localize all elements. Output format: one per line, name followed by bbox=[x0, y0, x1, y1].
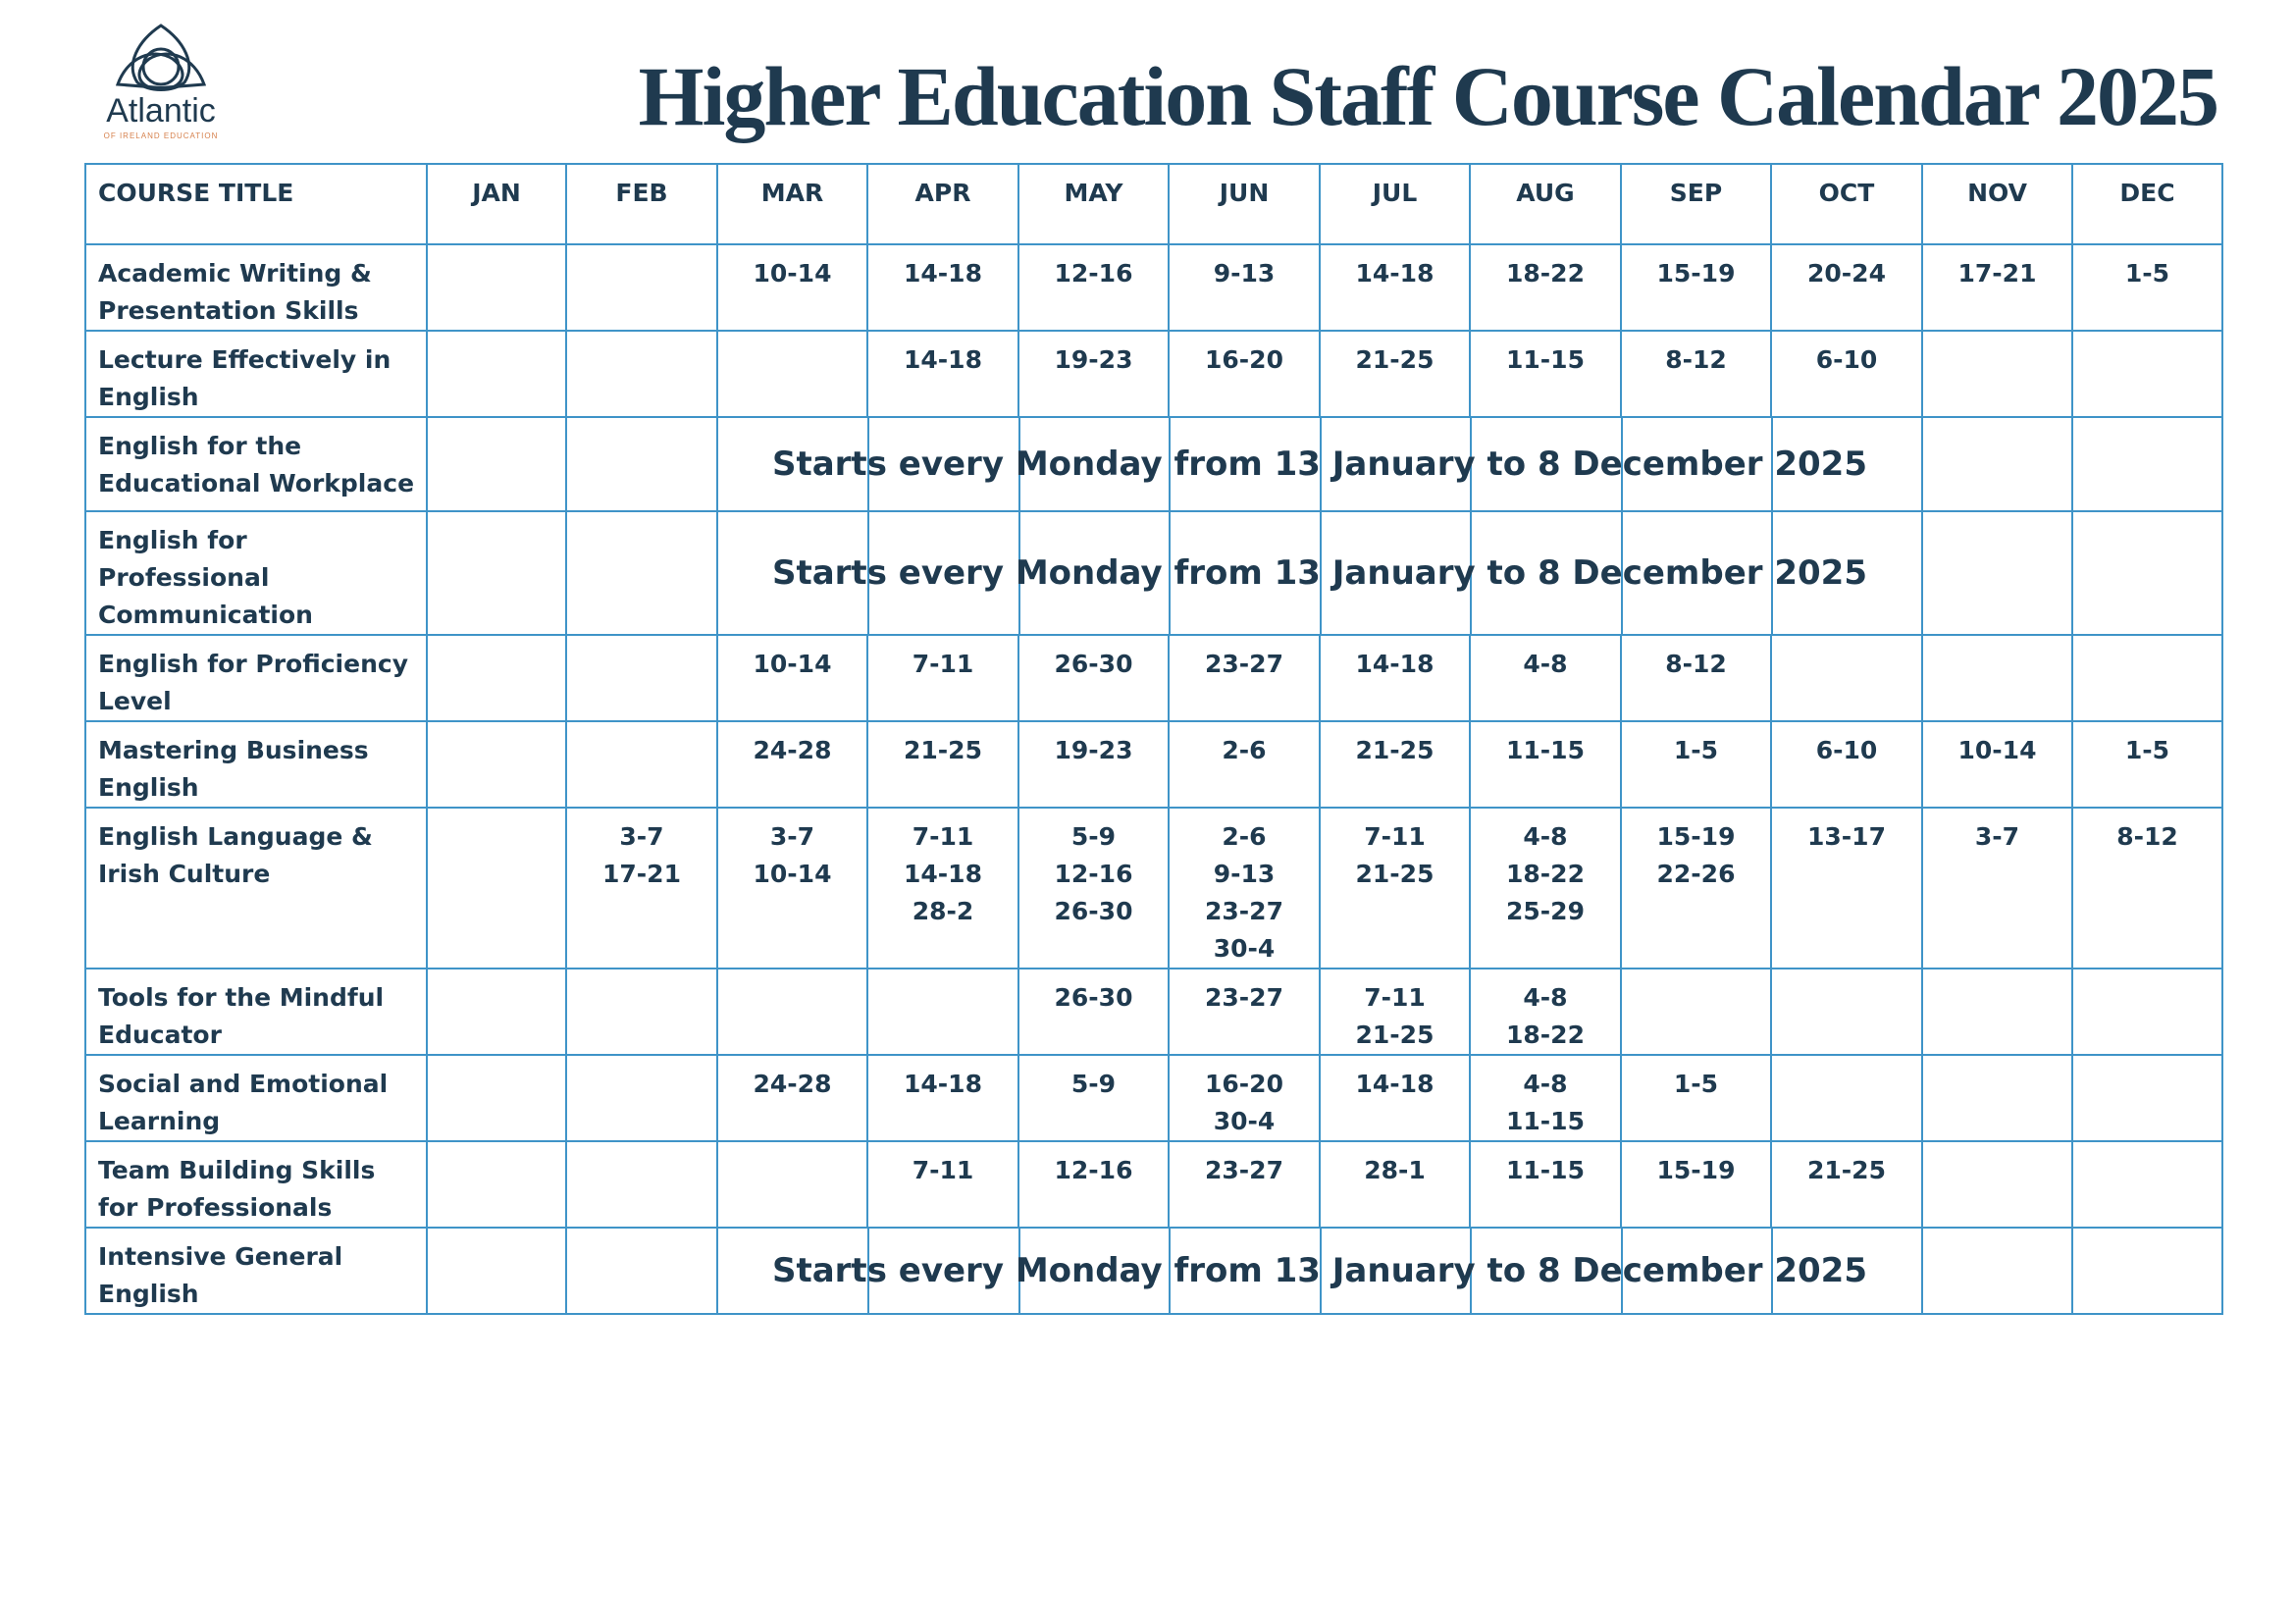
date-range: 1-5 bbox=[2124, 736, 2170, 764]
atlantic-logo bbox=[82, 22, 239, 149]
date-cell-dec bbox=[2072, 721, 2222, 808]
date-cell-jun bbox=[1169, 635, 1320, 721]
table-row bbox=[85, 331, 2222, 417]
date-cell-sep bbox=[1621, 635, 1771, 721]
date-cell-jul bbox=[1320, 1055, 1470, 1141]
date-cell-jun bbox=[1169, 244, 1320, 331]
table-row bbox=[85, 635, 2222, 721]
date-cell-may bbox=[1018, 808, 1169, 969]
date-cell-may bbox=[1018, 1055, 1169, 1141]
date-range: 12-16 bbox=[1054, 1156, 1133, 1184]
table-row bbox=[85, 1055, 2222, 1141]
date-range: 14-18 bbox=[904, 1070, 982, 1098]
course-title-cell: Academic Writing & Presentation Skills bbox=[85, 244, 427, 331]
date-range: 10-14 bbox=[753, 650, 832, 678]
table-row bbox=[85, 969, 2222, 1055]
course-title-cell: Lecture Effectively in English bbox=[85, 331, 427, 417]
date-cell-jan bbox=[427, 331, 566, 417]
date-cell-mar bbox=[717, 1141, 867, 1228]
date-cell-oct bbox=[1771, 331, 1922, 417]
date-cell-aug bbox=[1470, 1141, 1621, 1228]
date-cell-jul bbox=[1320, 808, 1470, 969]
weekly-start-cell bbox=[717, 417, 1922, 511]
table-row bbox=[85, 721, 2222, 808]
date-cell-jan bbox=[427, 511, 566, 635]
column-header-dec: DEC bbox=[2072, 164, 2222, 244]
date-range: 1-5 bbox=[1673, 1070, 1719, 1098]
date-range: 11-15 bbox=[1506, 736, 1585, 764]
date-cell-jul bbox=[1320, 721, 1470, 808]
date-cell-oct bbox=[1771, 244, 1922, 331]
date-range: 15-19 bbox=[1656, 1156, 1736, 1184]
date-cell-jan bbox=[427, 635, 566, 721]
date-range: 1-5 bbox=[1673, 736, 1719, 764]
date-cell-mar bbox=[717, 721, 867, 808]
weekly-start-cell bbox=[717, 1228, 1922, 1314]
date-range: 15-19 22-26 bbox=[1656, 822, 1736, 888]
date-cell-aug bbox=[1470, 1055, 1621, 1141]
date-cell-mar bbox=[717, 331, 867, 417]
table-row bbox=[85, 808, 2222, 969]
date-range: 5-9 12-16 26-30 bbox=[1054, 822, 1133, 925]
date-cell-feb bbox=[566, 244, 717, 331]
date-range: 8-12 bbox=[2116, 822, 2178, 851]
date-cell-oct bbox=[1771, 721, 1922, 808]
column-header-aug: AUG bbox=[1470, 164, 1621, 244]
date-cell-mar bbox=[717, 1055, 867, 1141]
date-range: 15-19 bbox=[1656, 259, 1736, 288]
course-title-cell: English for the Educational Workplace bbox=[85, 417, 427, 511]
date-cell-may bbox=[1018, 331, 1169, 417]
date-cell-may bbox=[1018, 969, 1169, 1055]
date-range: 23-27 bbox=[1205, 650, 1283, 678]
date-cell-feb bbox=[566, 331, 717, 417]
date-cell-dec bbox=[2072, 511, 2222, 635]
date-cell-apr bbox=[867, 1141, 1018, 1228]
date-range: 3-7 10-14 bbox=[753, 822, 832, 888]
date-cell-sep bbox=[1621, 244, 1771, 331]
date-cell-apr bbox=[867, 635, 1018, 721]
date-range: 6-10 bbox=[1815, 345, 1878, 374]
course-title-cell: Team Building Skills for Professionals bbox=[85, 1141, 427, 1228]
date-range: 3-7 bbox=[1974, 822, 2020, 851]
date-cell-may bbox=[1018, 244, 1169, 331]
date-cell-jan bbox=[427, 1055, 566, 1141]
date-range: 7-11 bbox=[912, 650, 974, 678]
date-cell-apr bbox=[867, 244, 1018, 331]
date-cell-apr bbox=[867, 331, 1018, 417]
date-cell-nov bbox=[1922, 969, 2072, 1055]
date-cell-feb bbox=[566, 1141, 717, 1228]
date-cell-feb bbox=[566, 969, 717, 1055]
date-cell-aug bbox=[1470, 635, 1621, 721]
date-cell-nov bbox=[1922, 808, 2072, 969]
course-title-cell: Mastering Business English bbox=[85, 721, 427, 808]
table-row bbox=[85, 511, 2222, 635]
date-cell-nov bbox=[1922, 1228, 2072, 1314]
date-range: 24-28 bbox=[753, 1070, 832, 1098]
date-cell-sep bbox=[1621, 331, 1771, 417]
date-cell-sep bbox=[1621, 969, 1771, 1055]
date-cell-aug bbox=[1470, 808, 1621, 969]
date-cell-oct bbox=[1771, 1141, 1922, 1228]
date-cell-mar bbox=[717, 244, 867, 331]
weekly-start-text: Starts every Monday from 13 January to 8 December 2025 bbox=[771, 445, 1867, 484]
column-header-oct: OCT bbox=[1771, 164, 1922, 244]
column-header-jan: JAN bbox=[427, 164, 566, 244]
date-cell-jan bbox=[427, 1228, 566, 1314]
column-header-mar: MAR bbox=[717, 164, 867, 244]
table-row bbox=[85, 1228, 2222, 1314]
date-range: 14-18 bbox=[1355, 259, 1434, 288]
date-cell-jul bbox=[1320, 331, 1470, 417]
date-range: 24-28 bbox=[753, 736, 832, 764]
date-range: 20-24 bbox=[1807, 259, 1886, 288]
date-cell-jun bbox=[1169, 1055, 1320, 1141]
date-cell-jan bbox=[427, 244, 566, 331]
date-range: 8-12 bbox=[1665, 650, 1727, 678]
column-header-apr: APR bbox=[867, 164, 1018, 244]
date-cell-nov bbox=[1922, 721, 2072, 808]
date-range: 21-25 bbox=[1355, 345, 1434, 374]
date-cell-feb bbox=[566, 808, 717, 969]
date-cell-feb bbox=[566, 721, 717, 808]
column-header-sep: SEP bbox=[1621, 164, 1771, 244]
date-cell-nov bbox=[1922, 417, 2072, 511]
date-cell-nov bbox=[1922, 511, 2072, 635]
date-range: 1-5 bbox=[2124, 259, 2170, 288]
date-cell-jul bbox=[1320, 635, 1470, 721]
date-cell-dec bbox=[2072, 331, 2222, 417]
date-cell-apr bbox=[867, 808, 1018, 969]
course-calendar-table bbox=[84, 163, 2223, 1315]
date-cell-sep bbox=[1621, 1141, 1771, 1228]
date-range: 14-18 bbox=[904, 259, 982, 288]
date-range: 23-27 bbox=[1205, 983, 1283, 1012]
date-range: 21-25 bbox=[1807, 1156, 1886, 1184]
date-cell-nov bbox=[1922, 244, 2072, 331]
date-cell-jan bbox=[427, 969, 566, 1055]
course-title-cell: English for Professional Communication bbox=[85, 511, 427, 635]
column-header-feb: FEB bbox=[566, 164, 717, 244]
date-range: 7-11 14-18 28-2 bbox=[904, 822, 982, 925]
date-range: 28-1 bbox=[1364, 1156, 1426, 1184]
weekly-start-text: Starts every Monday from 13 January to 8 December 2025 bbox=[771, 553, 1867, 593]
table-row bbox=[85, 1141, 2222, 1228]
date-range: 3-7 17-21 bbox=[602, 822, 681, 888]
date-cell-may bbox=[1018, 635, 1169, 721]
date-cell-sep bbox=[1621, 1055, 1771, 1141]
table-row bbox=[85, 244, 2222, 331]
date-cell-jan bbox=[427, 1141, 566, 1228]
date-range: 4-8 11-15 bbox=[1506, 1070, 1585, 1135]
date-range: 2-6 9-13 23-27 30-4 bbox=[1205, 822, 1283, 963]
date-range: 7-11 bbox=[912, 1156, 974, 1184]
celtic-knot-icon bbox=[98, 22, 224, 92]
date-cell-may bbox=[1018, 721, 1169, 808]
date-range: 4-8 18-22 bbox=[1506, 983, 1585, 1049]
date-range: 10-14 bbox=[1957, 736, 2037, 764]
page-title: Higher Education Staff Course Calendar 2025 bbox=[638, 49, 2217, 143]
date-cell-dec bbox=[2072, 1055, 2222, 1141]
date-range: 11-15 bbox=[1506, 1156, 1585, 1184]
date-cell-jul bbox=[1320, 969, 1470, 1055]
date-range: 10-14 bbox=[753, 259, 832, 288]
date-cell-jan bbox=[427, 808, 566, 969]
date-range: 16-20 30-4 bbox=[1205, 1070, 1283, 1135]
date-cell-oct bbox=[1771, 1055, 1922, 1141]
date-range: 4-8 18-22 25-29 bbox=[1506, 822, 1585, 925]
date-range: 17-21 bbox=[1957, 259, 2037, 288]
date-cell-aug bbox=[1470, 969, 1621, 1055]
date-range: 21-25 bbox=[1355, 736, 1434, 764]
date-range: 13-17 bbox=[1807, 822, 1886, 851]
date-range: 23-27 bbox=[1205, 1156, 1283, 1184]
header-row bbox=[85, 164, 2222, 244]
date-cell-jul bbox=[1320, 244, 1470, 331]
date-range: 8-12 bbox=[1665, 345, 1727, 374]
logo-name: Atlantic bbox=[106, 92, 216, 130]
date-cell-nov bbox=[1922, 635, 2072, 721]
date-range: 21-25 bbox=[904, 736, 982, 764]
course-title-cell: Tools for the Mindful Educator bbox=[85, 969, 427, 1055]
date-range: 7-11 21-25 bbox=[1355, 822, 1434, 888]
date-range: 14-18 bbox=[1355, 1070, 1434, 1098]
date-cell-nov bbox=[1922, 331, 2072, 417]
date-cell-aug bbox=[1470, 331, 1621, 417]
date-cell-feb bbox=[566, 635, 717, 721]
column-header-nov: NOV bbox=[1922, 164, 2072, 244]
date-range: 19-23 bbox=[1054, 345, 1133, 374]
date-range: 14-18 bbox=[904, 345, 982, 374]
table-row bbox=[85, 417, 2222, 511]
date-cell-dec bbox=[2072, 969, 2222, 1055]
column-header-jul: JUL bbox=[1320, 164, 1470, 244]
date-cell-dec bbox=[2072, 808, 2222, 969]
date-range: 6-10 bbox=[1815, 736, 1878, 764]
date-cell-jan bbox=[427, 417, 566, 511]
date-cell-may bbox=[1018, 1141, 1169, 1228]
date-cell-jun bbox=[1169, 808, 1320, 969]
course-title-cell: English Language & Irish Culture bbox=[85, 808, 427, 969]
date-cell-oct bbox=[1771, 808, 1922, 969]
date-range: 14-18 bbox=[1355, 650, 1434, 678]
date-cell-aug bbox=[1470, 244, 1621, 331]
logo-subtitle: OF IRELAND EDUCATION bbox=[103, 131, 219, 140]
date-range: 5-9 bbox=[1070, 1070, 1117, 1098]
date-cell-feb bbox=[566, 1228, 717, 1314]
date-range: 26-30 bbox=[1054, 983, 1133, 1012]
date-cell-jul bbox=[1320, 1141, 1470, 1228]
date-cell-dec bbox=[2072, 244, 2222, 331]
weekly-start-text: Starts every Monday from 13 January to 8 December 2025 bbox=[771, 1251, 1867, 1290]
column-header-course-title: COURSE TITLE bbox=[85, 164, 427, 244]
date-range: 2-6 bbox=[1222, 736, 1267, 764]
weekly-start-cell bbox=[717, 511, 1922, 635]
date-range: 12-16 bbox=[1054, 259, 1133, 288]
date-cell-apr bbox=[867, 1055, 1018, 1141]
date-cell-sep bbox=[1621, 721, 1771, 808]
date-range: 9-13 bbox=[1213, 259, 1276, 288]
course-title-cell: English for Proficiency Level bbox=[85, 635, 427, 721]
date-cell-oct bbox=[1771, 969, 1922, 1055]
date-cell-jun bbox=[1169, 331, 1320, 417]
date-range: 26-30 bbox=[1054, 650, 1133, 678]
date-range: 19-23 bbox=[1054, 736, 1133, 764]
date-cell-dec bbox=[2072, 635, 2222, 721]
date-cell-jan bbox=[427, 721, 566, 808]
date-cell-mar bbox=[717, 808, 867, 969]
date-cell-oct bbox=[1771, 635, 1922, 721]
date-cell-sep bbox=[1621, 808, 1771, 969]
column-header-may: MAY bbox=[1018, 164, 1169, 244]
column-header-jun: JUN bbox=[1169, 164, 1320, 244]
date-range: 4-8 bbox=[1523, 650, 1568, 678]
date-cell-feb bbox=[566, 1055, 717, 1141]
date-cell-jun bbox=[1169, 1141, 1320, 1228]
course-title-cell: Social and Emotional Learning bbox=[85, 1055, 427, 1141]
date-range: 7-11 21-25 bbox=[1355, 983, 1434, 1049]
date-cell-aug bbox=[1470, 721, 1621, 808]
date-cell-jun bbox=[1169, 721, 1320, 808]
date-range: 16-20 bbox=[1205, 345, 1283, 374]
date-cell-feb bbox=[566, 417, 717, 511]
date-cell-mar bbox=[717, 969, 867, 1055]
date-cell-nov bbox=[1922, 1055, 2072, 1141]
course-title-cell: Intensive General English bbox=[85, 1228, 427, 1314]
date-cell-apr bbox=[867, 721, 1018, 808]
date-range: 11-15 bbox=[1506, 345, 1585, 374]
date-range: 18-22 bbox=[1506, 259, 1585, 288]
date-cell-mar bbox=[717, 635, 867, 721]
date-cell-nov bbox=[1922, 1141, 2072, 1228]
date-cell-dec bbox=[2072, 1141, 2222, 1228]
date-cell-apr bbox=[867, 969, 1018, 1055]
date-cell-jun bbox=[1169, 969, 1320, 1055]
date-cell-feb bbox=[566, 511, 717, 635]
date-cell-dec bbox=[2072, 1228, 2222, 1314]
date-cell-dec bbox=[2072, 417, 2222, 511]
